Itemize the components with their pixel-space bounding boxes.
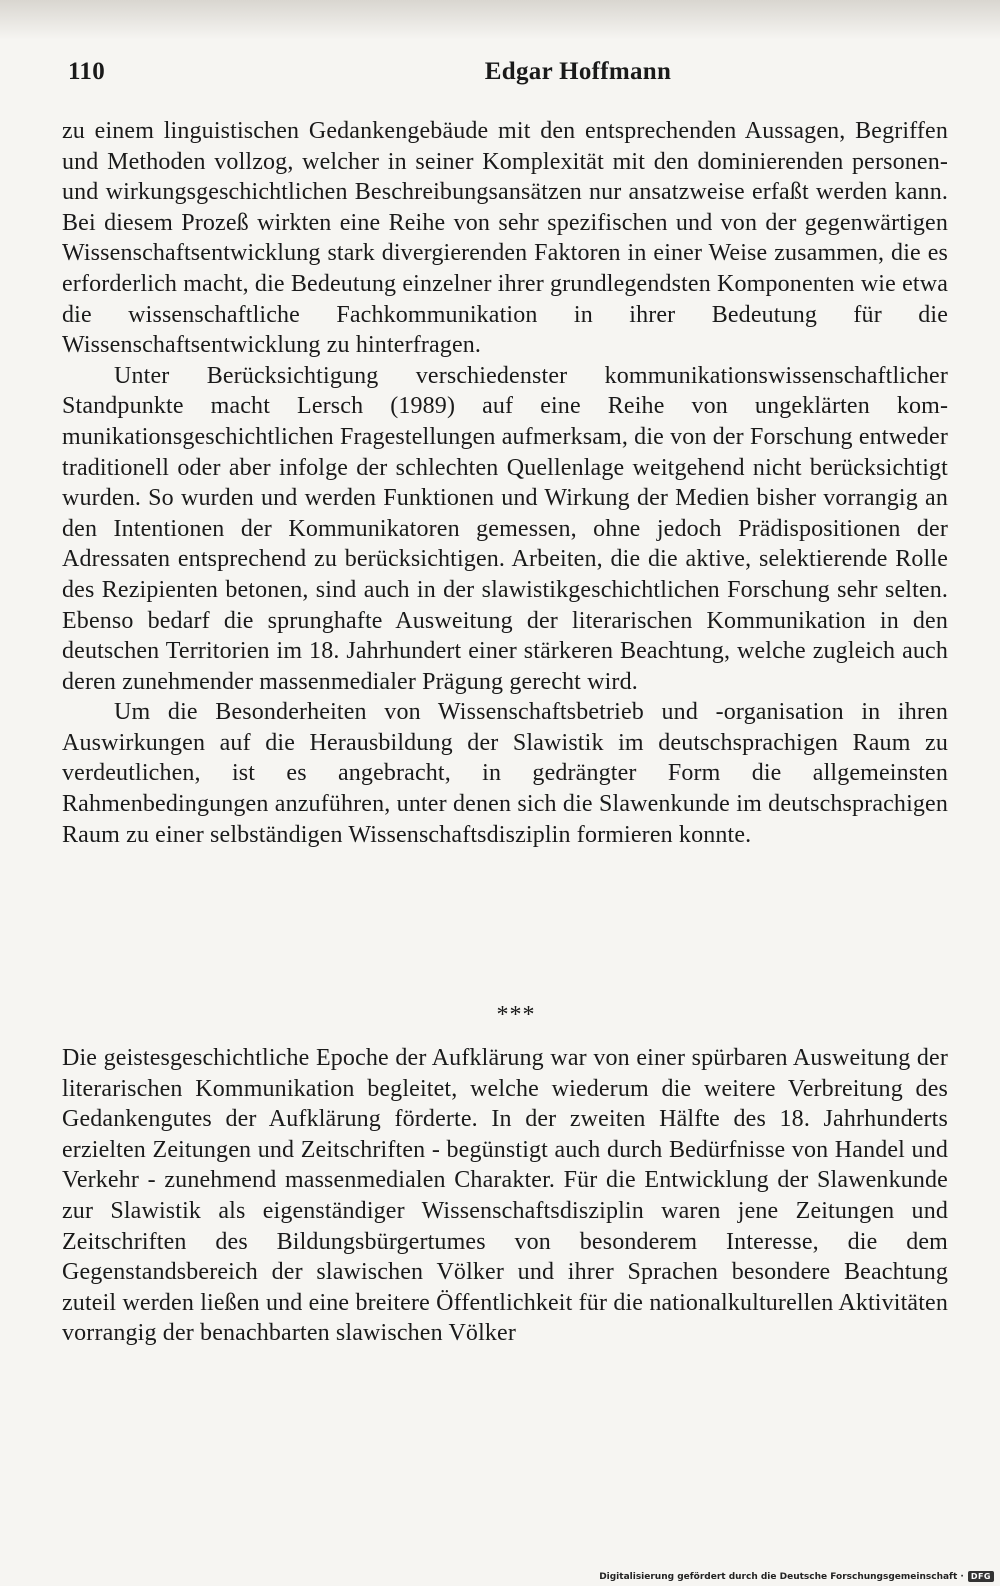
credit-text: Digitalisierung gefördert durch die Deutsche Forschungsgemeinschaft · [599,1571,964,1582]
page-header [68,58,958,98]
page-number: 110 [68,58,106,85]
paragraph: Unter Berücksichtigung verschiedenster kommunikationswissenschaftlicher Standpunkte macht Lersch (1989) auf eine Reihe von ungeklärten kommunikationsgeschichtlichen Fragestellungen aufmerksam, die von der Forschung entweder traditionell oder aber infolge der schlechten Quellenlage weitgehend nicht berücksichtigt wurden. So wurden und werden Funktionen und Wirkung der Medien bisher vorrangig an den Intentionen der Kommunikatoren gemessen, ohne jedoch Prädispositionen der Adressaten entsprechend zu berücksichtigen. Arbeiten, die die aktive, selektierende Rolle des Rezipienten betonen, sind auch in der slawistikgeschichtlichen Forschung sehr selten. Ebenso bedarf die sprunghafte Ausweitung der literarischen Kommunikation in den deutschen Territorien im 18. Jahrhundert einer stärkeren Beachtung, welche zugleich auch deren zunehmender massenmedialer Prägung gerecht wird. [62,362,948,695]
section-separator: *** [496,1002,536,1028]
digitization-credit [599,1571,994,1582]
running-head: Edgar Hoffmann [484,58,672,85]
page-edge-shadow [0,0,1000,40]
paragraph: Um die Besonderheiten von Wissenschaftsbetrieb und -organisation in ihren Auswirkungen auf die Herausbildung der Slawistik im deutschsprachigen Raum zu verdeutlichen, ist es angebracht, in gedrängter Form die allgemeinsten Rahmenbedingungen anzuführen, unter denen sich die Slawenkunde im deutschsprachigen Raum zu einer selbständigen Wissenschaftsdisziplin formieren konnte. [62,699,948,848]
body-text-section-2 [62,1043,948,1349]
paragraph-continuation: zu einem linguistischen Gedankengebäude mit den entsprechenden Aussagen, Begriffen und Methoden vollzog, welcher in seiner Komplexität mit den dominierenden personen- und wirkungsgeschichtlichen Beschreibungsansätzen nur ansatzweise erfaßt werden kann. Bei diesem Prozeß wirkten eine Reihe von sehr spezifischen und von der gegenwärtigen Wissenschaftsentwicklung stark divergierenden Faktoren in einer Weise zusammen, die es erforderlich macht, die Bedeutung einzelner ihrer grundlegendsten Komponenten wie etwa die wissenschaftliche Fachkommunikation in ihrer Bedeutung für die Wissenschaftsentwicklung zu hinterfragen. [62,118,948,359]
dfg-logo: DFG [968,1571,994,1582]
body-text-section-1 [62,116,948,850]
paragraph: Die geistesgeschichtliche Epoche der Aufklärung war von einer spürbaren Ausweitung der literarischen Kommunikation begleitet, welche wiederum die weitere Verbreitung des Gedankengutes der Aufklärung förderte. In der zweiten Hälfte des 18. Jahrhunderts erzielten Zeitungen und Zeitschriften - begünstigt auch durch Bedürfnisse von Handel und Verkehr - zunehmend massenmedialen Charakter. Für die Entwicklung der Slawenkunde zur Slawistik als eigenständiger Wissenschaftsdisziplin waren jene Zeitungen und Zeitschriften des Bildungsbürgertumes von besonderem Interesse, die dem Gegenstandsbereich der slawischen Völker und ihrer Sprachen besondere Beachtung zuteil werden ließen und eine breitere Öffentlichkeit für die nationalkulturellen Aktivitäten vorrangig der benachbarten slawischen Völker [62,1045,948,1347]
